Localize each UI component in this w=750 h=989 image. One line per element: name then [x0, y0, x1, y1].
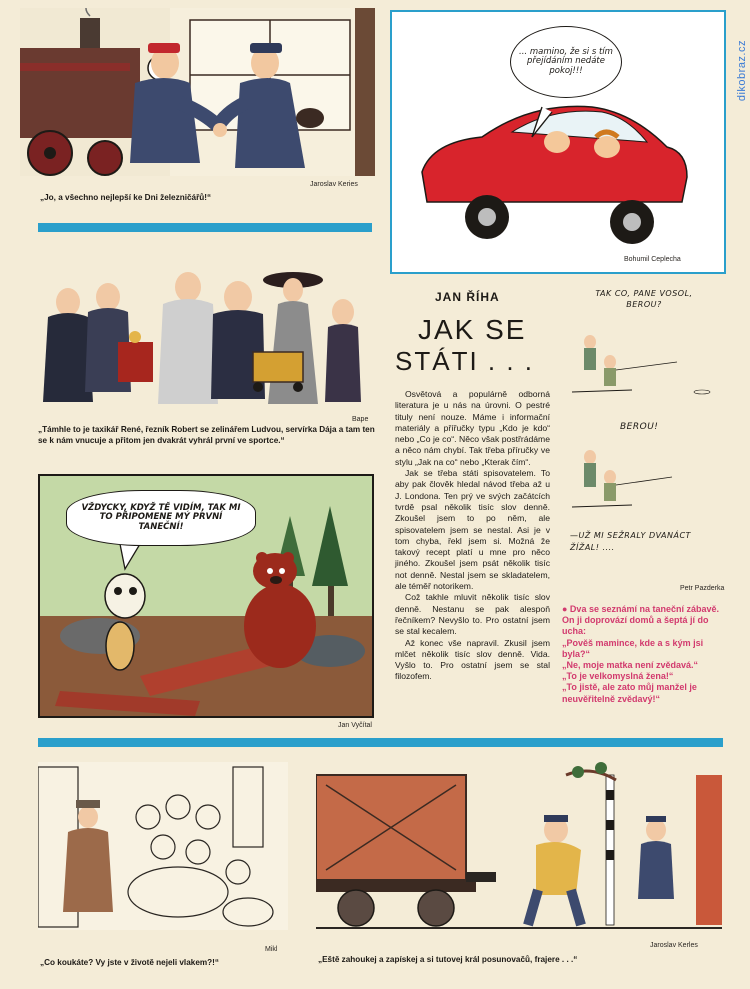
fishing-credit: Petr Pazderka — [680, 585, 725, 592]
divider-bottom — [38, 738, 723, 747]
car-speech-bubble: ... mamino, že si s tím přejídáním nedáte pokoj!!! — [510, 26, 622, 98]
railway-cartoon — [20, 8, 375, 176]
bear-cartoon-frame — [38, 474, 374, 718]
party-cartoon — [38, 262, 378, 412]
fishing-text-3: —UŽ MI SEŽRALY DVANÁCT ŽÍŽAL! .... — [570, 531, 691, 552]
railway-cartoon-illustration — [20, 8, 375, 176]
railway-credit: Jaroslav Keries — [310, 181, 358, 188]
article-paragraph-3: Což takhle mluvit několik tisíc slov denně. Nestanu se pak alespoň řečníkem? Nevyšlo to. Pro ostatní jsem se stal kecalem. — [395, 592, 550, 637]
fishing-text-1: TAK CO, PANE VOSOL, BEROU? — [595, 289, 693, 309]
wagon-cartoon-illustration — [316, 760, 722, 938]
car-cartoon-frame — [390, 10, 726, 274]
joke-intro: ● Dva se seznámí na taneční zábavě. On ji doprovází domů a šeptá jí do ucha: — [562, 604, 720, 637]
joke-block — [562, 604, 722, 705]
passengers-cartoon-illustration — [38, 762, 288, 930]
article-paragraph-4: Až konec vše napravil. Zkusil jsem mlčet několik tisíc slov denně. Vida. Vyšlo to. Pro ostatní jsem se stal filozofem. — [395, 637, 550, 682]
joke-line-3: „To je velkomyslná žena!“ — [562, 671, 674, 682]
divider-top-left — [38, 223, 372, 232]
fishing-text-2: BEROU! — [620, 422, 659, 432]
watermark: dikobraz.cz — [736, 40, 748, 102]
article-paragraph-2: Jak se třeba státi spisovatelem. To aby pak člověk hledal návod třeba až u J. Londona. Ten prý ve svých začátcích tvrdě psal několik tisíc slov denně. Zkoušel jsem to po něm, ale spisovatelem jsem se nestal. Asi je v tom chyba, řekl jsem si. Možná že takový recept platí u mne pro něco jiného. Zkoušel jsem psát několik tisíc not denně. Nestal jsem se skladatelem, ale téměř notorikem. — [395, 468, 550, 592]
passengers-caption: „Co koukáte? Vy jste v životě nejeli vlakem?!“ — [40, 958, 219, 967]
car-credit: Bohumil Ceplecha — [624, 256, 681, 263]
party-caption: „Támhle to je taxikář René, řezník Robert se zelinářem Ludvou, servírka Dája a tam ten se k nám vnucuje a přitom jen dvakrát vyhrál první ve sportce.“ — [38, 425, 375, 445]
article-body — [395, 389, 550, 683]
party-credit: Bape — [352, 416, 369, 423]
railway-caption: „Jo, a všechno nejlepší ke Dni železničářů!“ — [40, 193, 212, 202]
passengers-cartoon — [38, 762, 288, 930]
joke-line-2: „Ne, moje matka není zvědavá.“ — [562, 660, 699, 671]
wagon-caption: „Eště zahoukej a zapískej a si tutovej král posunovačů, frajere . . .“ — [318, 955, 578, 964]
wagon-credit: Jaroslav Kerles — [650, 942, 698, 949]
party-cartoon-illustration — [38, 262, 378, 412]
article-paragraph-1: Osvětová a populárně odborná literatura je u nás na úrovni. O pestré tituly není nouze. Máme i informační materiály a přířučky typu „Kdo je kdo“ nebo „Co je co“. Něco však postřrádáme a něco nám chybí. Tak třeba příručky ve stylu „Jak na co“ nebo „Kterak čím“. — [395, 389, 550, 467]
wagon-cartoon — [316, 760, 722, 938]
article-title-line2: STÁTI . . . — [395, 346, 535, 376]
bear-credit: Jan Vyčítal — [338, 722, 372, 729]
joke-line-4: „To jistě, ale zato můj manžel je neuvěřitelně zvědavý!“ — [562, 682, 697, 704]
article-title-line1: JAK SE — [418, 314, 527, 345]
fishing-cartoon — [562, 282, 722, 582]
joke-line-1: „Pověš mamince, kde a s kým jsi byla?“ — [562, 637, 704, 659]
passengers-credit: Mikl — [265, 946, 278, 953]
article-author: JAN ŘÍHA — [435, 290, 500, 304]
bear-speech-bubble: VŽDYCKY, KDYŽ TĚ VIDÍM, TAK MI TO PŘIPOMENE MÝ PRVNÍ TANEČNÍ! — [66, 490, 256, 546]
